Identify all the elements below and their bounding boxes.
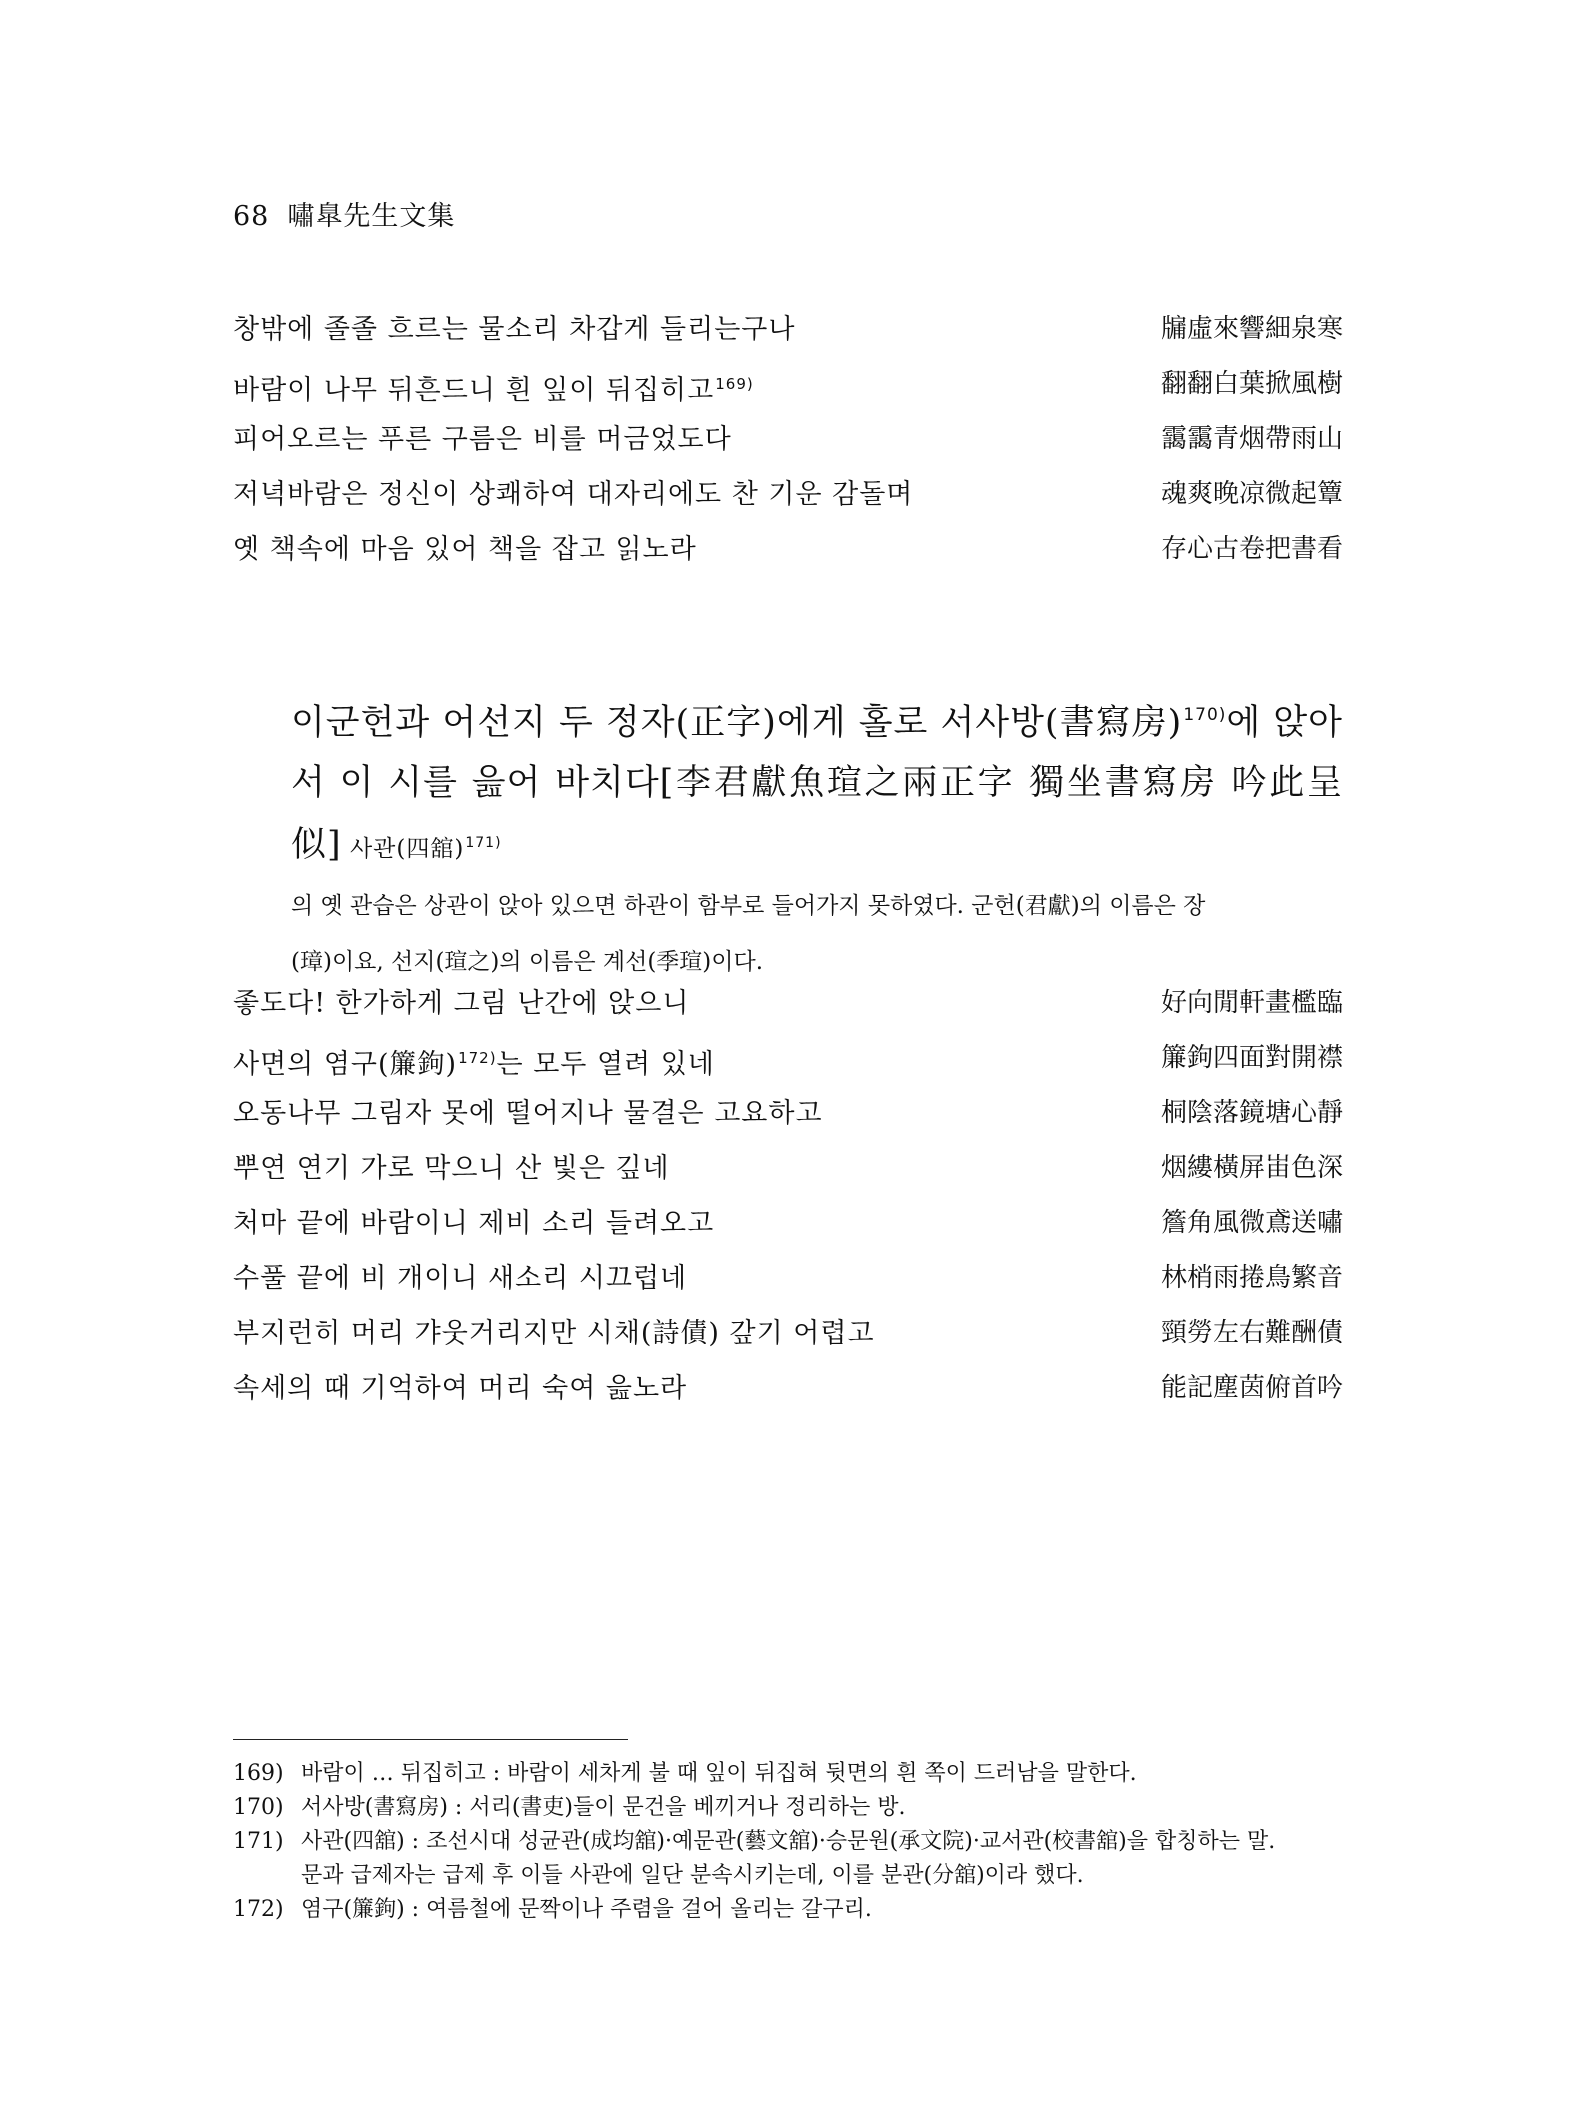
korean-verse: 속세의 때 기억하여 머리 숙여 읊노라 bbox=[233, 1373, 688, 1404]
footnote-number: 172) bbox=[233, 1897, 284, 1922]
poem-line bbox=[233, 302, 1343, 357]
page-number: 68 bbox=[233, 201, 270, 232]
footnote-text-continued: 문과 급제자는 급제 후 이들 사관에 일단 분속시키는데, 이를 분관(分舘)이라 했다. bbox=[301, 1863, 1084, 1888]
hanja-verse: 桐陰落鏡塘心靜 bbox=[1160, 1098, 1343, 1128]
footnote-item bbox=[233, 1825, 1343, 1893]
hanja-verse: 魂爽晚凉微起簟 bbox=[1160, 479, 1343, 509]
korean-verse: 피어오르는 푸른 구름은 비를 머금었도다 bbox=[233, 424, 732, 455]
hanja-verse: 簷角風微鳶送嘯 bbox=[1160, 1208, 1343, 1238]
hanja-verse: 好向閒軒畫檻臨 bbox=[1160, 988, 1343, 1018]
hanja-verse: 存心古卷把書看 bbox=[1160, 534, 1343, 564]
poem-line bbox=[233, 1141, 1343, 1196]
book-title: 嘯臯先生文集 bbox=[287, 201, 456, 232]
korean-verse: 좋도다! 한가하게 그림 난간에 앉으니 bbox=[233, 988, 690, 1019]
footnote-divider bbox=[233, 1739, 628, 1740]
poem-line bbox=[233, 1306, 1343, 1361]
footnote-text: 서사방(書寫房) : 서리(書吏)들이 문건을 베끼거나 정리하는 방. bbox=[301, 1795, 906, 1820]
hanja-verse: 頸勞左右難酬債 bbox=[1160, 1318, 1343, 1348]
footnote-item bbox=[233, 1791, 1343, 1825]
poem-line bbox=[233, 1196, 1343, 1251]
poem-line bbox=[233, 357, 1343, 412]
poem-line bbox=[233, 1251, 1343, 1306]
footnote-ref[interactable]: 169) bbox=[715, 375, 754, 393]
hanja-verse: 林梢雨捲鳥繁音 bbox=[1160, 1263, 1343, 1293]
korean-verse: 처마 끝에 바람이니 제비 소리 들려오고 bbox=[233, 1208, 715, 1239]
hanja-verse: 能記塵茵俯首吟 bbox=[1160, 1373, 1343, 1403]
footnote-text: 바람이 … 뒤집히고 : 바람이 세차게 불 때 잎이 뒤집혀 뒷면의 흰 쪽이 드러남을 말한다. bbox=[301, 1761, 1137, 1786]
footnote-ref[interactable]: 171) bbox=[465, 835, 502, 851]
footnote-ref[interactable]: 170) bbox=[1183, 705, 1227, 725]
footnote-number: 171) bbox=[233, 1829, 284, 1854]
poem-line bbox=[233, 1361, 1343, 1416]
footnote-number: 169) bbox=[233, 1761, 284, 1786]
poem-1 bbox=[233, 302, 1343, 577]
korean-verse: 사면의 염구(簾鉤)$^{172)}$는 모두 열려 있네 bbox=[233, 1049, 715, 1080]
footnote-number: 170) bbox=[233, 1795, 284, 1820]
poem-line bbox=[233, 976, 1343, 1031]
poem-line bbox=[233, 467, 1343, 522]
title-note-line: 의 옛 관습은 상관이 앉아 있으면 하관이 함부로 들어가지 못하였다. 군헌(君獻)의 이름은 장 bbox=[291, 893, 1206, 919]
korean-verse: 옛 책속에 마음 있어 책을 잡고 읽노라 bbox=[233, 534, 697, 565]
korean-verse: 수풀 끝에 비 개이니 새소리 시끄럽네 bbox=[233, 1263, 688, 1294]
korean-verse: 저녁바람은 정신이 상쾌하여 대자리에도 찬 기운 감돌며 bbox=[233, 479, 914, 510]
footnote-ref[interactable]: 172) bbox=[458, 1049, 497, 1067]
korean-verse: 부지런히 머리 갸웃거리지만 시채(詩債) 갚기 어렵고 bbox=[233, 1318, 875, 1349]
poem-line bbox=[233, 522, 1343, 577]
hanja-verse: 靄靄青烟帶雨山 bbox=[1160, 424, 1343, 454]
footnotes bbox=[233, 1757, 1343, 1927]
poem-title: 이군헌과 어선지 두 정자(正字)에게 홀로 서사방(書寫房)$^{170)}$에 앉아서 이 시를 읊어 바치다[李君獻魚瑄之兩正字 獨坐書寫房 吟此呈似] 사관(四舘)$^{171)}$ bbox=[291, 703, 1343, 865]
footnote-item bbox=[233, 1757, 1343, 1791]
hanja-verse: 牖虛來響細泉寒 bbox=[1160, 314, 1343, 344]
footnote-item bbox=[233, 1893, 1343, 1927]
running-header bbox=[233, 194, 455, 233]
footnote-text: 염구(簾鉤) : 여름철에 문짝이나 주렴을 걸어 올리는 갈구리. bbox=[301, 1897, 872, 1922]
korean-verse: 바람이 나무 뒤흔드니 흰 잎이 뒤집히고$^{169)}$ bbox=[233, 375, 754, 406]
poem-line bbox=[233, 1031, 1343, 1086]
poem-line bbox=[233, 1086, 1343, 1141]
korean-verse: 오동나무 그림자 못에 떨어지나 물결은 고요하고 bbox=[233, 1098, 823, 1129]
title-note-line: (璋)이요, 선지(瑄之)의 이름은 계선(季瑄)이다. bbox=[291, 949, 764, 975]
hanja-verse: 翻翻白葉掀風樹 bbox=[1160, 369, 1343, 399]
title-note: 사관(四舘)$^{171)}$ bbox=[341, 835, 502, 862]
poem-2 bbox=[233, 976, 1343, 1416]
poem-title-block bbox=[291, 685, 1343, 991]
footnote-text: 사관(四舘) : 조선시대 성균관(成均舘)·예문관(藝文舘)·승문원(承文院)·교서관(校書舘)을 합칭하는 말. bbox=[301, 1829, 1276, 1854]
korean-verse: 뿌연 연기 가로 막으니 산 빛은 깊네 bbox=[233, 1153, 670, 1184]
korean-verse: 창밖에 졸졸 흐르는 물소리 차갑게 들리는구나 bbox=[233, 314, 796, 345]
hanja-verse: 簾鉤四面對開襟 bbox=[1160, 1043, 1343, 1073]
poem-line bbox=[233, 412, 1343, 467]
hanja-verse: 烟縷橫屏峀色深 bbox=[1160, 1153, 1343, 1183]
